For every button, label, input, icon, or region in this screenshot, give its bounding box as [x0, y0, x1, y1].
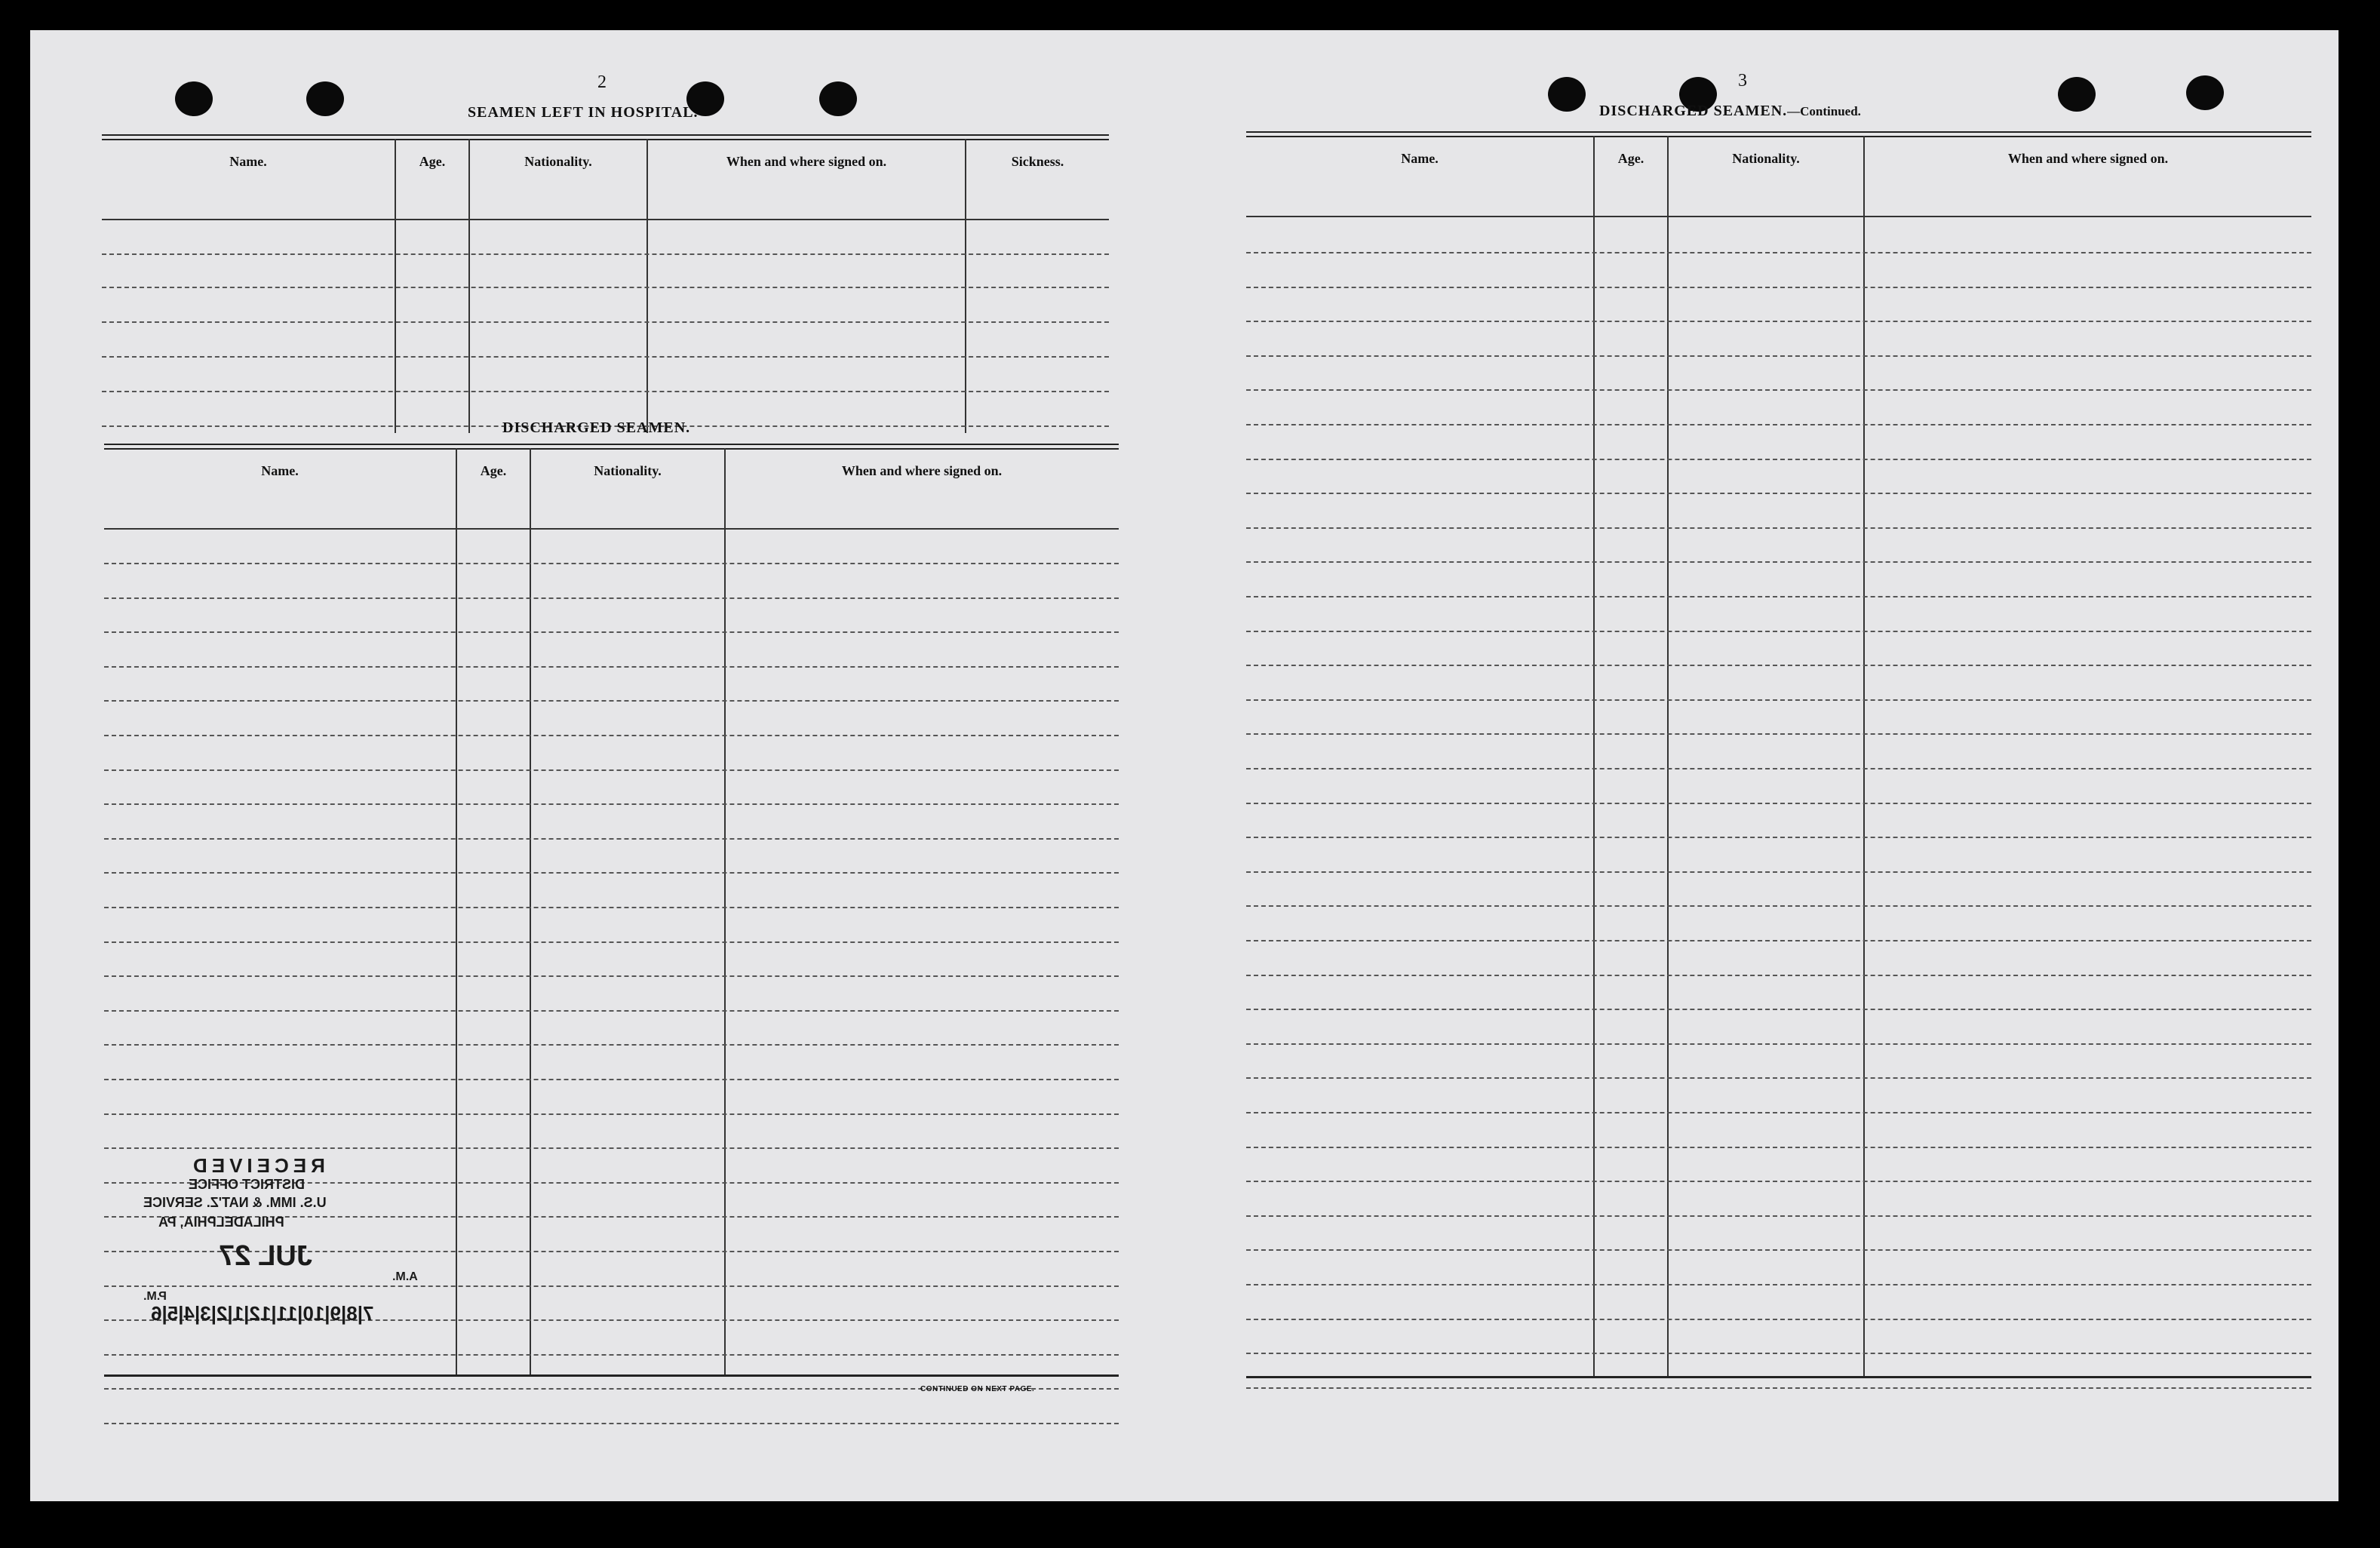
table-row [1246, 631, 2311, 632]
stamp-service: U.S. IMM. & NAT'Z. SERVICE [143, 1195, 327, 1210]
table-row [104, 700, 1119, 702]
table-row [102, 287, 1109, 288]
table-row [1246, 252, 2311, 253]
table-row [104, 735, 1119, 736]
heading-continued: —Continued. [1787, 104, 1861, 118]
table-row [1246, 905, 2311, 907]
discharged-table-right [1246, 131, 2311, 1384]
punch-hole [2186, 75, 2224, 110]
table-row [1246, 699, 2311, 701]
stamp-hours: 7|8|9|10|11|12|1|2|3|4|5|6 [151, 1302, 374, 1325]
table-row [1246, 871, 2311, 873]
col-header-name: Name. [229, 154, 267, 169]
table-row [102, 253, 1109, 255]
col-header-nationality: Nationality. [594, 463, 662, 478]
table-row [104, 1044, 1119, 1046]
table-row [104, 941, 1119, 943]
discharged-heading-right [1599, 103, 1861, 120]
table-row [1246, 596, 2311, 597]
table-row [102, 356, 1109, 358]
table-row [1246, 561, 2311, 563]
punch-hole [306, 81, 344, 116]
table-row [104, 838, 1119, 840]
document-paper [30, 30, 2339, 1501]
table-row [104, 907, 1119, 908]
table-row [104, 563, 1119, 564]
page-number-left: 2 [597, 72, 607, 92]
stamp-city: PHILADELPHIA, PA [158, 1215, 284, 1230]
table-row [1246, 1387, 2311, 1389]
table-row [1246, 459, 2311, 460]
table-row [1246, 287, 2311, 288]
table-row [104, 1147, 1119, 1149]
table-row [104, 597, 1119, 599]
table-row [1246, 665, 2311, 666]
table-row [1246, 527, 2311, 529]
punch-hole [2058, 77, 2096, 112]
punch-hole [1548, 77, 1586, 112]
table-row [1246, 940, 2311, 941]
table-row [1246, 1181, 2311, 1182]
continued-footer: CONTINUED ON NEXT PAGE. [920, 1385, 1035, 1393]
table-row [102, 321, 1109, 323]
stamp-am: A.M. [392, 1270, 418, 1283]
table-row [1246, 1009, 2311, 1010]
col-header-sickness: Sickness. [1011, 154, 1064, 169]
col-header-signed-on: When and where signed on. [2007, 151, 2169, 166]
table-row [1246, 975, 2311, 976]
table-row [104, 1113, 1119, 1115]
col-header-signed-on: When and where signed on. [841, 463, 1003, 478]
table-row [104, 666, 1119, 668]
table-row [104, 803, 1119, 805]
table-row [102, 391, 1109, 392]
table-row [1246, 733, 2311, 735]
table-row [104, 1079, 1119, 1080]
table-row [1246, 424, 2311, 425]
table-row [104, 1423, 1119, 1424]
table-row [104, 872, 1119, 874]
col-header-name: Name. [261, 463, 299, 478]
table-row [1246, 1043, 2311, 1045]
table-row [1246, 1112, 2311, 1113]
discharged-heading-left: DISCHARGED SEAMEN. [502, 419, 691, 436]
col-header-nationality: Nationality. [524, 154, 592, 169]
stamp-received: RECEIVED [189, 1154, 325, 1177]
stamp-date: JUL 27 [219, 1240, 312, 1272]
table-row [1246, 1353, 2311, 1354]
table-row [1246, 1319, 2311, 1320]
table-row [1246, 1215, 2311, 1217]
table-row [1246, 389, 2311, 391]
table-row [1246, 1284, 2311, 1285]
col-header-signed-on: When and where signed on. [726, 154, 887, 169]
table-row [104, 975, 1119, 977]
table-row [1246, 321, 2311, 322]
hospital-heading: SEAMEN LEFT IN HOSPITAL. [468, 104, 699, 121]
table-row [104, 631, 1119, 633]
table-row [1246, 768, 2311, 769]
punch-hole [175, 81, 213, 116]
table-row [1246, 837, 2311, 838]
heading-text: DISCHARGED SEAMEN. [1599, 103, 1788, 119]
table-row [1246, 493, 2311, 494]
stamp-office: DISTRICT OFFICE [189, 1177, 305, 1192]
col-header-age: Age. [1617, 151, 1645, 166]
hospital-table [102, 134, 1109, 436]
table-row [1246, 1147, 2311, 1148]
table-row [104, 1010, 1119, 1012]
punch-hole [819, 81, 857, 116]
col-header-age: Age. [480, 463, 507, 478]
page-number-right: 3 [1738, 71, 1747, 91]
col-header-age: Age. [419, 154, 446, 169]
table-row [1246, 803, 2311, 804]
table-row [1246, 1077, 2311, 1079]
col-header-name: Name. [1401, 151, 1439, 166]
received-stamp [143, 1154, 445, 1365]
col-header-nationality: Nationality. [1732, 151, 1800, 166]
table-row [1246, 355, 2311, 357]
table-row [104, 769, 1119, 771]
stamp-pm: P.M. [143, 1290, 167, 1303]
table-row [1246, 1249, 2311, 1251]
